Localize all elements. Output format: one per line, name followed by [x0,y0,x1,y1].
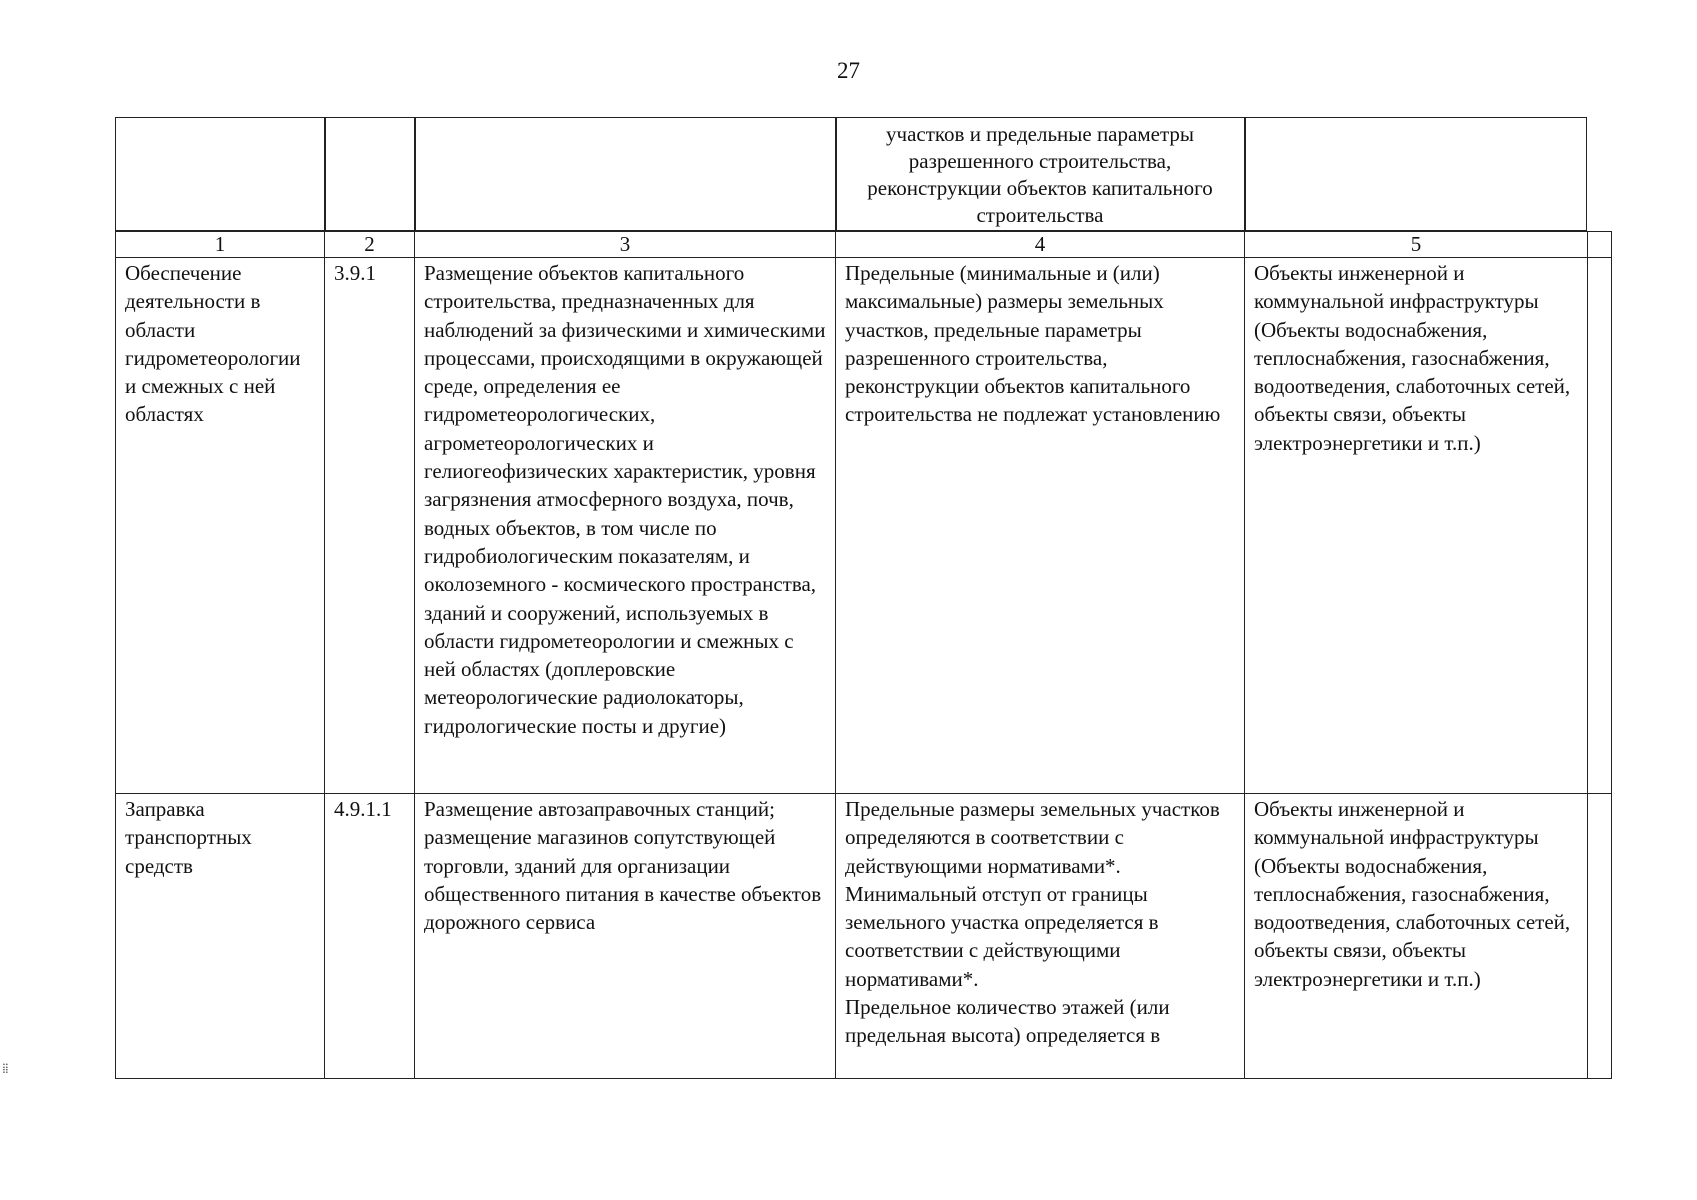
zoning-table [115,231,1612,1079]
column-number: 5 [1245,232,1588,258]
column-number: 4 [836,232,1245,258]
land-use-description: Размещение объектов капитального строительства, предназначенных для наблюдений за физическими и химическими процессами, происходящими в окружающей среде, определения ее гидрометеорологических, агрометеорологических и гелиогеофизических характеристик, уровня загрязнения атмосферного воздуха, почв, водных объектов, в том числе по гидробиологическим показателям, и околоземного - космического пространства, зданий и сооружений, используемых в области гидрометеорологии и смежных с ней областях (доплеровские метеорологические радиолокаторы, гидрологические посты и другие) [415,258,836,794]
column-number: 1 [116,232,325,258]
page-number: 27 [837,58,860,83]
parameter-line: Минимальный отступ от границы земельного участка определяется в соответствии с действующими нормативами*. [845,881,1159,991]
land-use-parameters [836,794,1245,1079]
table-row [116,794,1612,1079]
column-number: 3 [415,232,836,258]
land-use-parameters: Предельные (минимальные и (или) максимальные) размеры земельных участков, предельные параметры разрешенного строительства, реконструкции объектов капитального строительства не подлежат установлению [836,258,1245,794]
auxiliary-uses: Объекты инженерной и коммунальной инфраструктуры (Объекты водоснабжения, теплоснабжения, газоснабжения, водоотведения, слаботочных сетей, объекты связи, объекты электроэнергетики и т.п.) [1245,794,1588,1079]
land-use-description: Размещение автозаправочных станций; размещение магазинов сопутствующей торговли, зданий для организации общественного питания в качестве объектов дорожного сервиса [415,794,836,1079]
land-use-name: Заправка транспортных средств [116,794,325,1079]
land-use-code: 4.9.1.1 [325,794,415,1079]
land-use-code: 3.9.1 [325,258,415,794]
empty-cell [1588,258,1612,794]
header-divider [835,117,837,231]
column-number-row [116,232,1612,258]
scan-margin-mark: ⁞⁞ [2,1062,8,1077]
land-use-name: Обеспечение деятельности в области гидрометеорологии и смежных с ней областях [116,258,325,794]
empty-cell [1588,232,1612,258]
auxiliary-uses: Объекты инженерной и коммунальной инфраструктуры (Объекты водоснабжения, теплоснабжения, газоснабжения, водоотведения, слаботочных сетей, объекты связи, объекты электроэнергетики и т.п.) [1245,258,1588,794]
empty-cell [1588,794,1612,1079]
parameter-line: Предельные размеры земельных участков определяются в соответствии с действующими нормативами*. [845,797,1220,878]
column-number: 2 [325,232,415,258]
parameter-line: Предельное количество этажей (или предельная высота) определяется в [845,995,1170,1048]
header-divider [324,117,326,231]
table-row [116,258,1612,794]
header-divider [1244,117,1246,231]
header-divider [414,117,416,231]
column-4-header-text: участков и предельные параметры разрешенного строительства, реконструкции объектов капитального строительства [867,122,1213,227]
